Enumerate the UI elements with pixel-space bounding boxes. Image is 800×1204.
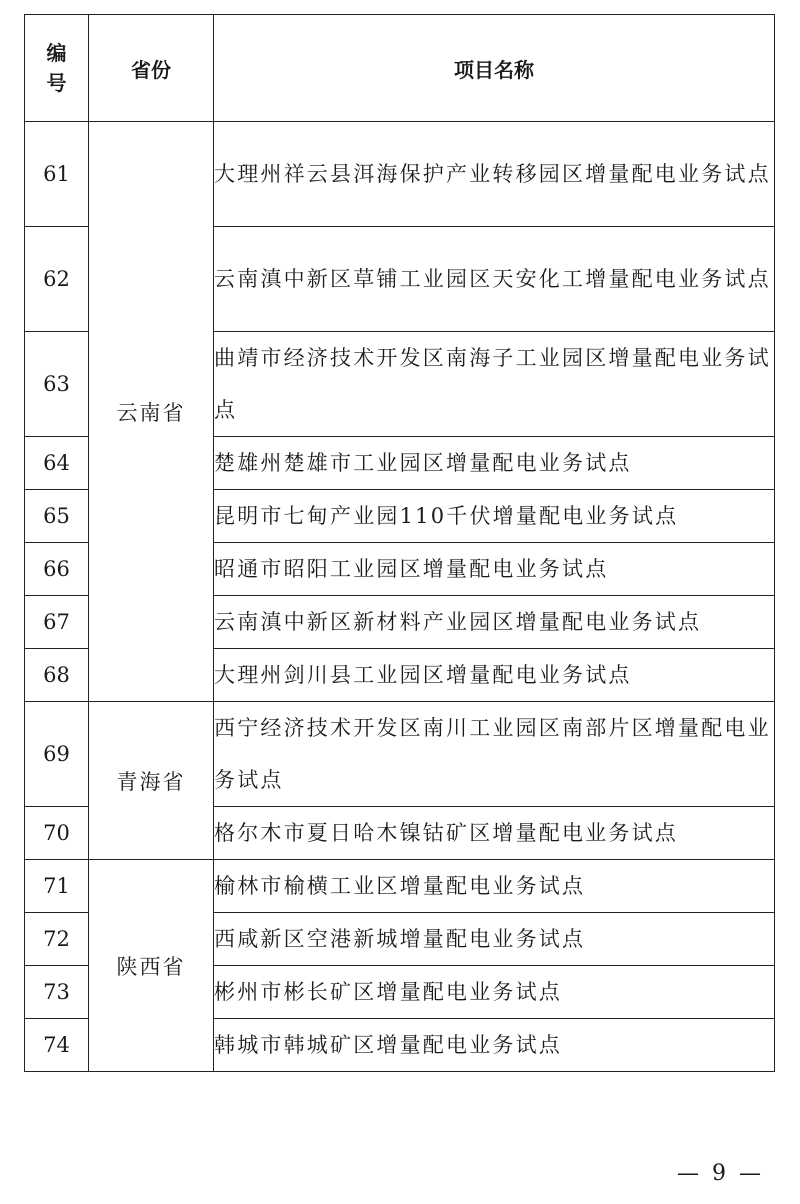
row-number: 64 bbox=[25, 437, 89, 490]
row-number: 73 bbox=[25, 966, 89, 1019]
row-number: 68 bbox=[25, 649, 89, 702]
province-cell: 陕西省 bbox=[89, 860, 214, 1072]
row-number: 70 bbox=[25, 807, 89, 860]
row-number: 63 bbox=[25, 332, 89, 437]
header-number: 编号 bbox=[25, 15, 89, 122]
project-name: 楚雄州楚雄市工业园区增量配电业务试点 bbox=[214, 437, 775, 490]
project-name: 昭通市昭阳工业园区增量配电业务试点 bbox=[214, 543, 775, 596]
province-cell: 云南省 bbox=[89, 122, 214, 702]
project-name: 云南滇中新区草铺工业园区天安化工增量配电业务试点 bbox=[214, 227, 775, 332]
table-row bbox=[25, 860, 775, 913]
project-name: 西宁经济技术开发区南川工业园区南部片区增量配电业务试点 bbox=[214, 702, 775, 807]
project-name: 曲靖市经济技术开发区南海子工业园区增量配电业务试点 bbox=[214, 332, 775, 437]
table-row bbox=[25, 702, 775, 807]
table-header-row bbox=[25, 15, 775, 122]
project-name: 昆明市七甸产业园110千伏增量配电业务试点 bbox=[214, 490, 775, 543]
project-name: 韩城市韩城矿区增量配电业务试点 bbox=[214, 1019, 775, 1072]
province-cell: 青海省 bbox=[89, 702, 214, 860]
row-number: 65 bbox=[25, 490, 89, 543]
project-table bbox=[24, 14, 775, 1072]
page-number: — 9 — bbox=[677, 1161, 764, 1186]
header-province: 省份 bbox=[89, 15, 214, 122]
row-number: 66 bbox=[25, 543, 89, 596]
project-name: 大理州祥云县洱海保护产业转移园区增量配电业务试点 bbox=[214, 122, 775, 227]
row-number: 69 bbox=[25, 702, 89, 807]
project-name: 大理州剑川县工业园区增量配电业务试点 bbox=[214, 649, 775, 702]
table-row bbox=[25, 122, 775, 227]
row-number: 62 bbox=[25, 227, 89, 332]
row-number: 67 bbox=[25, 596, 89, 649]
project-name: 云南滇中新区新材料产业园区增量配电业务试点 bbox=[214, 596, 775, 649]
row-number: 71 bbox=[25, 860, 89, 913]
project-name: 榆林市榆横工业区增量配电业务试点 bbox=[214, 860, 775, 913]
row-number: 61 bbox=[25, 122, 89, 227]
header-project-name: 项目名称 bbox=[214, 15, 775, 122]
row-number: 74 bbox=[25, 1019, 89, 1072]
project-name: 格尔木市夏日哈木镍钴矿区增量配电业务试点 bbox=[214, 807, 775, 860]
row-number: 72 bbox=[25, 913, 89, 966]
project-name: 彬州市彬长矿区增量配电业务试点 bbox=[214, 966, 775, 1019]
project-name: 西咸新区空港新城增量配电业务试点 bbox=[214, 913, 775, 966]
